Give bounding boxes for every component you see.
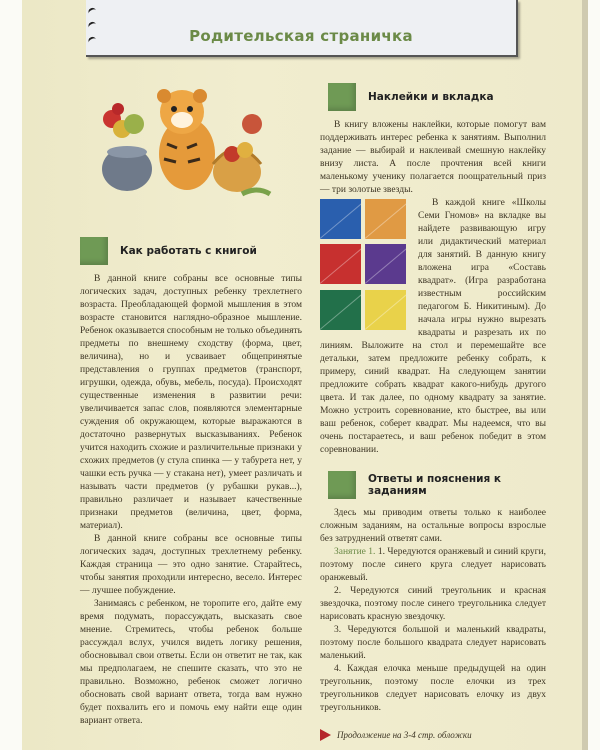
arrow-right-icon <box>320 729 331 741</box>
compose-square-game-image <box>320 199 410 331</box>
purple-square <box>365 244 406 284</box>
answers-text <box>320 507 546 715</box>
green-square <box>320 290 361 330</box>
paragraph: Занимаясь с ребенком, не торопите его, дайте ему время подумать, порассуждать, высказать свое мнение. Стремитесь, чтобы ребенок больше рассуждал вслух, учился видеть логику решения, обосновывал свои ответы. Если он ответит не так, как мы предполагаем, не спешите сказать, что это не правильно. Возможно, ребенок сможет логично обосновать свой вариант ответа, тогда вам нужно будет похвалить его и помочь ему найти еще один вариант ответа. <box>80 599 302 726</box>
section-heading-stickers <box>328 83 546 111</box>
red-square <box>320 244 361 284</box>
answer-text: 1. Чередуются оранжевый и синий круги, поэтому после синего круга следует нарисовать оранжевый. <box>320 547 547 583</box>
left-column <box>80 237 302 728</box>
page-header <box>86 0 518 57</box>
section-heading-answers <box>328 471 546 499</box>
answer-item: 3. Чередуются большой и маленький квадраты, поэтому после большого квадрата следует нарисовать маленький. <box>320 625 546 661</box>
how-to-work-text <box>80 273 302 728</box>
green-square-icon <box>328 83 356 111</box>
paragraph: В книгу вложены наклейки, которые помогут вам поддерживать интерес ребенка к занятиям. Выполнил задание — выбирай и наклеивай смешную наклейку внизу листа. А после прочтения всей книги маленькому ученику полагается поощрательный приз — три золотые звезды. <box>320 120 546 195</box>
paragraph: Здесь мы приводим ответы только к наиболее сложным заданиям, на остальные вопросы взрослые без затруднений ответят сами. <box>320 508 546 544</box>
continued-note <box>320 729 546 741</box>
green-square-icon <box>80 237 108 265</box>
orange-square <box>365 199 406 239</box>
section-heading-how-to-work <box>80 237 302 265</box>
paragraph: В данной книге собраны все основные типы логических задач, доступных трехлетнему ребенку. Каждая страница — это одно занятие. Старайтесь, чтобы занятия проходили интересно, весело. Интерес — лучшее побуждение. <box>80 534 302 596</box>
section-title: Как работать с книгой <box>120 245 257 257</box>
answer-item: 4. Каждая елочка меньше предыдущей на один треугольник, поэтому после елочки из трех треугольников следует нарисовать елочку из двух треугольников. <box>320 664 546 713</box>
lesson-label: Занятие 1. <box>334 547 376 557</box>
section-title: Ответы и пояснения к заданиям <box>368 473 501 497</box>
green-square-icon <box>328 471 356 499</box>
paragraph: В данной книге собраны все основные типы логических задач, доступных ребенку трехлетнего возраста. Преобладающей формой мышления в этом возрасте становится наглядно-образное мышление. Ребенок оказывается способным не только объединять предметы по внешнему сходству (форма, цвет, величина), но и усваивает общепринятые представления о группах предметов (транспорт, игрушки, одежда, обувь, мебель, посуда). Происходят существенные изменения в развитии речи: увеличивается запас слов, появляются элементарные суждения об окружающем, которые выражаются в достаточно развернутых высказываниях. Ребенок учится находить схожие и различительные признаки у схожих предметов (у стула спинка — у табурета нет, у чашки есть ручка — у стакана нет), умеет различать и называть части предметов (у рубашки рукав...), правильно различает и называет качественные признаки предметов (величина, цвет, форма, материал). <box>80 274 302 531</box>
paragraph <box>320 197 546 457</box>
paragraph-text: В каждой книге «Школы Семи Гномов» на вкладке вы найдете развивающую игру или дидактический материал для занятий. В данную книгу вложена игра «Составь квадрат». (Игра разработана известным российским педагогом Б. Никитиным). До начала игры нужно вырезать квадраты и разрезать их по линиям. Выложите на стол и перемешайте все детальки, затем предложите ребенку собрать, к примеру, синий квадрат. На следующем занятии предложите собрать квадрат какого-нибудь другого цвета. И так далее, по одному квадрату за занятие. Можно устроить соревнование, кто быстрее, вы или ваш ребенок, соберет квадрат. Мы надеемся, что вы очень постараетесь, и ваш ребенок победит в этом соревновании. <box>320 198 546 455</box>
section-title: Наклейки и вкладка <box>368 91 494 103</box>
page-title: Родительская страничка <box>189 27 413 45</box>
yellow-square <box>365 290 406 330</box>
answer-item <box>320 546 546 585</box>
continued-text: Продолжение на 3-4 стр. обложки <box>337 730 472 740</box>
stickers-text <box>320 119 546 457</box>
right-column <box>320 83 546 741</box>
blue-square <box>320 199 361 239</box>
tiger-illustration <box>92 84 272 204</box>
page-edge <box>582 0 588 750</box>
answer-item: 2. Чередуются синий треугольник и красная звездочка, поэтому после синего треугольника следует нарисовать красную звездочку. <box>320 586 546 622</box>
